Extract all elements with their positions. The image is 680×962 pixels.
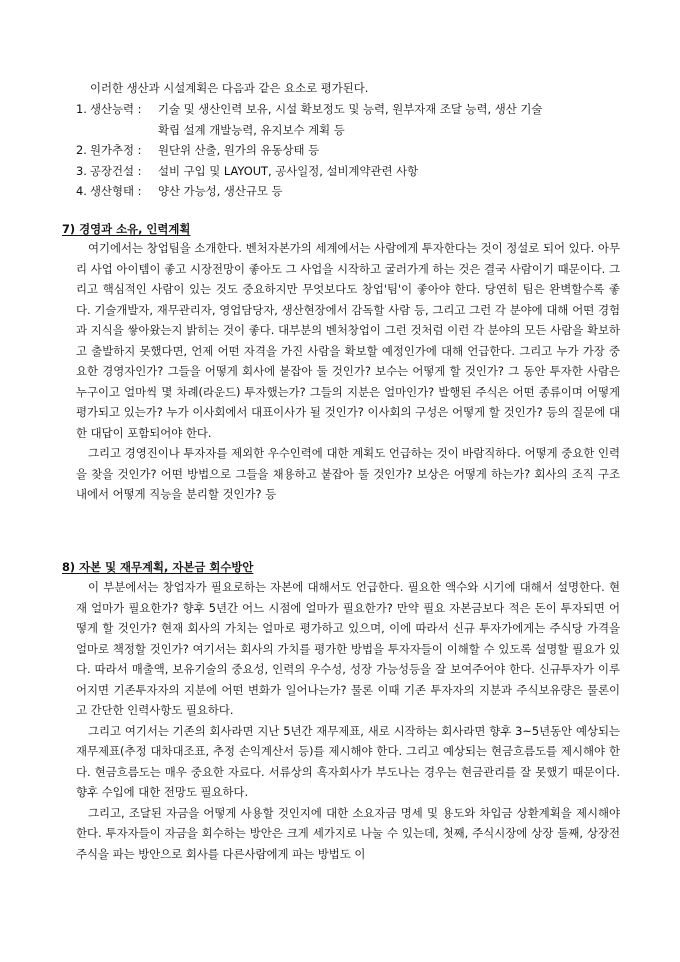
section-7-body — [76, 238, 620, 505]
paragraph: 여기에서는 창업팀을 소개한다. 벤처자본가의 세계에서는 사람에게 투자한다는 것이 정설로 되어 있다. 아무리 사업 아이템이 좋고 시장전망이 좋아도 그 사업을 시작하고 굴러가게 하는 것은 결국 사람이기 때문이다. 그리고 핵심적인 사람이 있는 것도 중요하지만 무엇보다도 창업'팀'이 좋아야 한다. 당연히 팀은 완벽할수록 좋다. 기술개발자, 재무관리자, 영업담당자, 생산현장에서 감독할 사람 등, 그리고 그런 각 분야에 대해 어떤 경험과 지식을 쌓아왔는지 밝히는 것이 좋다. 대부분의 벤처창업이 그런 것처럼 이런 각 분야의 모든 사람을 확보하고 출발하지 못했다면, 언제 어떤 자격을 가진 사람을 확보할 예정인가에 대해 언급한다. 그리고 누가 가장 중요한 경영자인가? 그들을 어떻게 회사에 붙잡아 둘 것인가? 보수는 어떻게 할 것인가? 그 동안 투자한 사람은 누구이고 얼마씩 몇 차례(라운드) 투자했는가? 그들의 지분은 얼마인가? 발행된 주식은 어떤 종류이며 어떻게 평가되고 있는가? 누가 이사회에서 대표이사가 될 것인가? 이사회의 구성은 어떻게 할 것인가? 등의 질문에 대한 대답이 포함되어야 한다. — [76, 241, 620, 440]
item-label: 생산형태 : — [90, 184, 142, 198]
item-value: 양산 가능성, 생산규모 등 — [158, 184, 283, 198]
section-8-body — [76, 577, 620, 864]
section-8-title: 8) 자본 및 재무계획, 자본금 회수방안 — [62, 560, 254, 574]
list-item — [76, 161, 626, 182]
section-7-title: 7) 경영과 소유, 인력계획 — [62, 222, 191, 236]
item-value: 원단위 산출, 원가의 유동상태 등 — [158, 143, 320, 157]
item-number: 4. — [76, 184, 87, 198]
paragraph: 그리고, 조달된 자금을 어떻게 사용할 것인지에 대한 소요자금 명세 및 용도와 차입금 상환계획을 제시해야 한다. 투자자들이 자금을 회수하는 방안은 크게 세가지로 나눌 수 있는데, 첫째, 주식시장에 상장 둘째, 상장전 주식을 파는 방안으로 회사를 다른사람에게 파는 방법도 이 — [76, 805, 620, 861]
item-value: 설비 구입 및 LAYOUT, 공사일정, 설비계약관련 사항 — [158, 163, 419, 178]
item-number: 1. — [76, 102, 87, 116]
paragraph: 그리고 경영진이나 투자자를 제외한 우수인력에 대한 계획도 언급하는 것이 바람직하다. 어떻게 중요한 인력을 찾을 것인가? 어떤 방법으로 그들을 채용하고 붙잡아 둘 것인가? 보상은 어떻게 하는가? 회사의 조직 구조내에서 어떻게 직능을 분리할 것인가? 등 — [76, 446, 620, 501]
item-value: 기술 및 생산인력 보유, 시설 확보정도 및 능력, 원부자재 조달 능력, 생산 기술 — [158, 102, 543, 116]
item-label: 원가추정 : — [90, 143, 142, 157]
item-label: 생산능력 : — [90, 102, 142, 116]
paragraph: 그리고 여기서는 기존의 회사라면 지난 5년간 재무제표, 새로 시작하는 회사라면 향후 3~5년동안 예상되는 재무제표(추정 대차대조표, 추정 손익계산서 등)를 제시해야 한다. 그리고 예상되는 현금흐름도를 제시해야 한다. 현금흐름도는 매우 중요한 자료다. 서류상의 흑자회사가 부도나는 경우는 현금관리를 잘 못했기 때문이다. 향후 수입에 대한 전망도 필요하다. — [76, 723, 620, 799]
item-number: 2. — [76, 143, 87, 157]
item-continuation: 확립 설계 개발능력, 유지보수 계획 등 — [158, 122, 345, 137]
criteria-list — [76, 99, 626, 202]
item-label: 공장건설 : — [90, 163, 142, 178]
item-number: 3. — [76, 163, 87, 178]
list-item — [76, 140, 626, 161]
list-item — [76, 181, 626, 202]
intro-text: 이러한 생산과 시설계획은 다음과 같은 요소로 평가된다. — [90, 81, 369, 95]
paragraph: 이 부분에서는 창업자가 필요로하는 자본에 대해서도 언급한다. 필요한 액수와 시기에 대해서 설명한다. 현재 얼마가 필요한가? 향후 5년간 어느 시점에 얼마가 필요한가? 만약 필요 자본금보다 적은 돈이 투자되면 어떻게 할 것인가? 현재 회사의 가치는 얼마로 평가하고 있으며, 이에 따라서 신규 투자가에게는 주식당 가격을 얼마로 책정할 것인가? 여기서는 회사의 가치를 평가한 방법을 투자자들이 이해할 수 있도록 설명할 필요가 있다. 따라서 매출액, 보유기술의 중요성, 인력의 우수성, 성장 가능성등을 잘 보여주어야 한다. 신규투자가 이루어지면 기존투자자의 지분에 어떤 변화가 일어나는가? 물론 이때 기존 투자자의 지분과 주식보유량은 물론이고 간단한 인력사항도 필요하다. — [76, 580, 620, 717]
list-item — [76, 99, 626, 120]
